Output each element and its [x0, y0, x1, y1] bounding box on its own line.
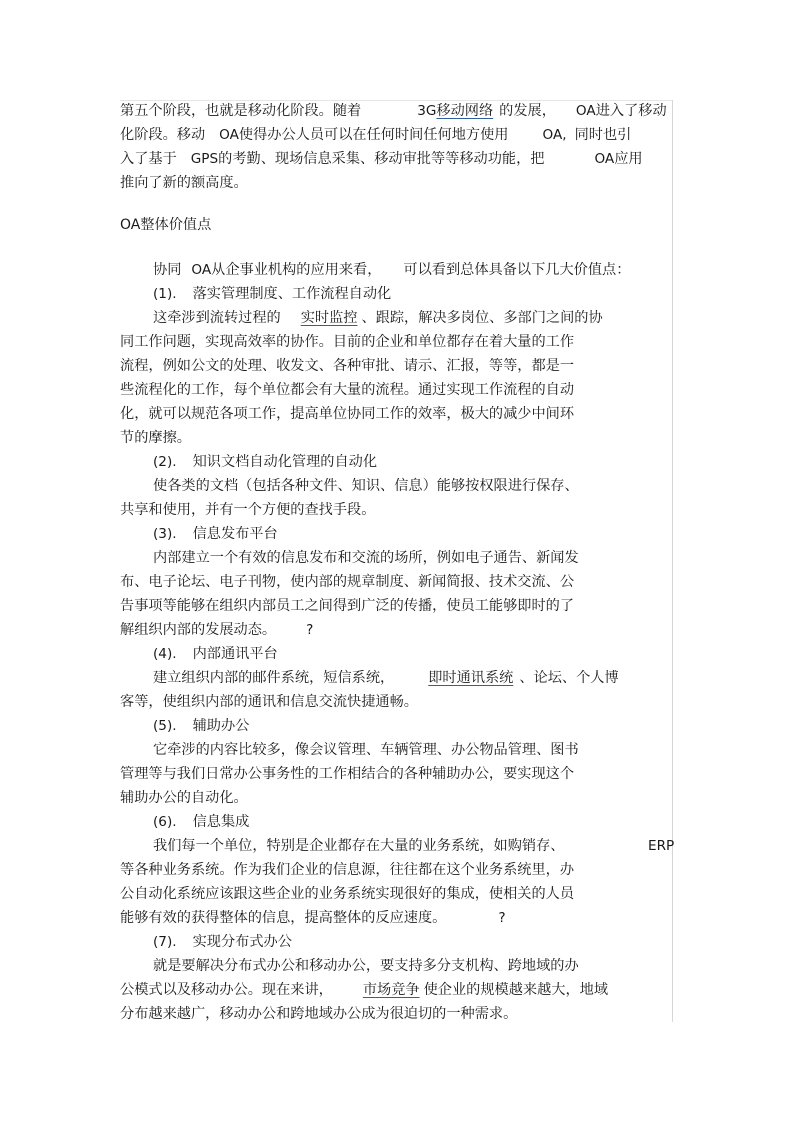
link-mobile-network[interactable]: 移动网络: [436, 103, 494, 119]
item-heading: (2). 知识文档自动化管理的自动化: [153, 454, 378, 470]
item-heading: (3). 信息发布平台: [153, 526, 278, 542]
paragraph-line: 公模式以及移动办公。现在来讲， 市场竞争 使企业的规模越来越大，地域: [120, 982, 609, 998]
paragraph-line: 就是要解决分布式办公和移动办公，要支持多分支机构、跨地域的办: [153, 958, 579, 974]
paragraph-line: 使各类的文档（包括各种文件、知识、信息）能够按权限进行保存、: [153, 478, 579, 494]
paragraph-line: 布、电子论坛、电子刊物，使内部的规章制度、新闻简报、技术交流、公: [120, 574, 575, 590]
intro-line: 协同 OA从企事业机构的应用来看， 可以看到总体具备以下几大价值点：: [153, 262, 631, 278]
paragraph-line: 化，就可以规范各项工作，提高单位协同工作的效率，极大的减少中间环: [120, 406, 575, 422]
paragraph-line: 内部建立一个有效的信息发布和交流的场所，例如电子通告、新闻发: [153, 550, 579, 566]
erp-label: ERP: [648, 838, 675, 854]
paragraph-line: 管理等与我们日常办公事务性的工作相结合的各种辅助办公，要实现这个: [120, 766, 575, 782]
item-heading: (6). 信息集成: [153, 814, 250, 830]
item-heading: (7). 实现分布式办公: [153, 934, 292, 950]
paragraph-line: 些流程化的工作，每个单位都会有大量的流程。通过实现工作流程的自动: [120, 382, 575, 398]
paragraph-line: 化阶段。移动 OA使得办公人员可以在任何时间任何地方使用 OA, 同时也引: [120, 127, 632, 143]
paragraph-line: 入了基于 GPS的考勤、现场信息采集、移动审批等等移动功能，把 OA应用: [120, 151, 643, 167]
paragraph-line: 流程，例如公文的处理、收发文、各种审批、请示、汇报，等等，都是一: [120, 358, 575, 374]
paragraph-line: 客等，使组织内部的通讯和信息交流快捷通畅。: [120, 694, 418, 710]
paragraph-line: 共享和使用，并有一个方便的查找手段。: [120, 502, 376, 518]
paragraph-line: 建立组织内部的邮件系统，短信系统， 即时通讯系统 、论坛、个人博: [153, 670, 619, 686]
paragraph-line: 分布越来越广，移动办公和跨地域办公成为很迫切的一种需求。: [120, 1006, 518, 1022]
paragraph-line: 等各种业务系统。作为我们企业的信息源，往往都在这个业务系统里，办: [120, 862, 575, 878]
link-realtime-monitoring[interactable]: 实时监控: [300, 310, 358, 326]
paragraph-line: 我们每一个单位，特别是企业都存在大量的业务系统，如购销存、: [153, 838, 565, 854]
paragraph-line: 能够有效的获得整体的信息，提高整体的反应速度。 ?: [120, 910, 506, 926]
paragraph-line: 这牵涉到流转过程的 实时监控 、跟踪，解决多岗位、多部门之间的协: [153, 310, 603, 326]
right-margin-rule: [672, 100, 673, 1022]
paragraph-line: 解组织内部的发展动态。 ?: [120, 622, 314, 638]
paragraph-line: 公自动化系统应该跟这些企业的业务系统实现很好的集成，使相关的人员: [120, 886, 575, 902]
paragraph-line: 第五个阶段，也就是移动化阶段。随着 3G移动网络 的发展， OA进入了移动: [120, 103, 667, 119]
link-instant-messaging[interactable]: 即时通讯系统: [428, 670, 514, 686]
paragraph-line: 它牵涉的内容比较多，像会议管理、车辆管理、办公物品管理、图书: [153, 742, 579, 758]
item-heading: (1). 落实管理制度、工作流程自动化: [153, 286, 392, 302]
paragraph-line: 节的摩擦。: [120, 430, 191, 446]
paragraph-line: 告事项等能够在组织内部员工之间得到广泛的传播，使员工能够即时的了: [120, 598, 575, 614]
link-market-competition[interactable]: 市场竞争: [362, 982, 420, 998]
paragraph-line: 同工作问题，实现高效率的协作。目前的企业和单位都存在着大量的工作: [120, 334, 575, 350]
item-heading: (5). 辅助办公: [153, 718, 250, 734]
paragraph-line: 推向了新的额高度。: [120, 175, 248, 191]
item-heading: (4). 内部通讯平台: [153, 646, 278, 662]
paragraph-line: 辅助办公的自动化。: [120, 790, 248, 806]
section-heading: OA整体价值点: [120, 217, 212, 233]
